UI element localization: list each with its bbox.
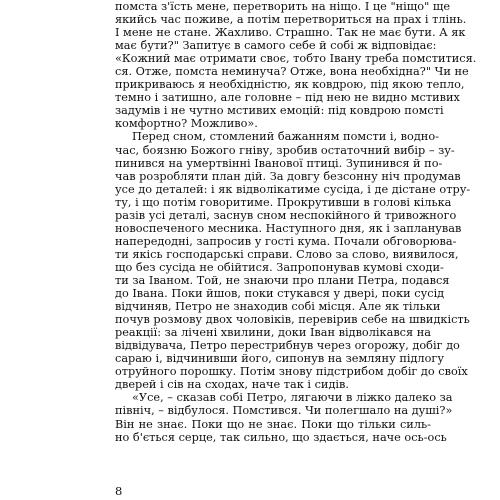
text-line: якийсь час поживе, а потім перетвориться на прах і тлінь.: [115, 13, 467, 27]
text-line: ся. Отже, помста неминуча? Отже, вона необхідна?" Чи не: [115, 65, 469, 79]
text-line: отруйного порошку. Потім знову підстрибом добіг до своїх: [115, 365, 468, 379]
text-line: І мене не стане. Жахливо. Страшно. Так не має бути. А як: [115, 26, 466, 40]
text-line: ту, і що потім говоритиме. Прокрутивши в голові кілька: [115, 195, 452, 209]
text-line: прикриваюсь я необхідністю, як ковдрою, під якою тепло,: [115, 78, 465, 92]
text-line: що без сусіда не обійтися. Запропонував кумові сходи-: [115, 260, 444, 274]
text-line: Він не знає. Поки що не знає. Поки що тільки силь-: [115, 417, 431, 431]
text-line: но б'ється серце, так сильно, що здається, наче ось-ось: [115, 430, 447, 444]
paragraph: [115, 0, 477, 131]
text-line: відчиняв, Петро не знаходив собі місця. Але як тільки: [115, 300, 441, 314]
page-number: 8: [115, 484, 123, 498]
body-text: [115, 0, 477, 444]
text-line: темно і затишно, але головне – під нею не видно мстивих: [115, 91, 460, 105]
text-line: помста з'їсть мене, перетворить на ніщо. І це "ніщо" ще: [115, 0, 451, 13]
paragraph: [115, 391, 453, 444]
text-line: до Івана. Поки йшов, поки стукався у двері, поки сусід: [115, 287, 445, 301]
text-line: «Усе, – сказав собі Петро, лягаючи в ліжко далеко за: [132, 391, 453, 405]
text-line: задумів і не чутно мстивих емоцій: під ковдрою помсті: [115, 104, 444, 118]
text-line: має бути?" Запитує в самого себе й собі ж відповідає:: [115, 39, 437, 53]
text-line: час, боязню Божого гніву, зробив остаточний вибір – зу-: [115, 143, 455, 157]
text-line: разів усі деталі, заснув сном неспокійного й тривожного: [115, 208, 457, 222]
text-line: усе до деталей: і як відволікатиме сусіда, і де дістане отру-: [115, 182, 471, 196]
text-line: почув розмову двох чоловіків, перевірив себе на швидкість: [115, 313, 470, 327]
text-line: ти за Іваном. Той, не знаючи про плани Петра, подався: [115, 273, 450, 287]
text-line: реакції: за лічені хвилини, доки Іван відволікався на: [115, 326, 431, 340]
text-line: ти якісь господарські справи. Слово за слово, виявилося,: [115, 247, 459, 261]
paragraph: [115, 130, 471, 392]
text-line: відвідувача, Петро перестрибнув через огорожу, добіг до: [115, 339, 460, 353]
text-line: Перед сном, стомлений бажанням помсти і, водно-: [132, 130, 439, 144]
text-line: сараю і, відчинивши його, сипонув на земляну підлогу: [115, 352, 444, 366]
text-line: «Кожний має отримати своє, тобто Івану треба помститися.: [115, 52, 477, 66]
text-line: північ, – відбулося. Помстився. Чи полегшало на душі?»: [115, 404, 453, 418]
text-line: комфортно? Можливо».: [115, 117, 258, 131]
text-line: напередодні, запросив у гості кума. Почали обговорюва-: [115, 234, 457, 248]
text-line: новоспеченого месника. Наступного дня, як і запланував: [115, 221, 462, 235]
text-line: пинився на умертвінні Іванової птиці. Зупинився й по-: [115, 156, 443, 170]
text-line: чав розробляти план дій. За довгу безсонну ніч продумав: [115, 169, 461, 183]
text-line: дверей і сів на сходах, наче так і сидів.: [115, 378, 349, 392]
